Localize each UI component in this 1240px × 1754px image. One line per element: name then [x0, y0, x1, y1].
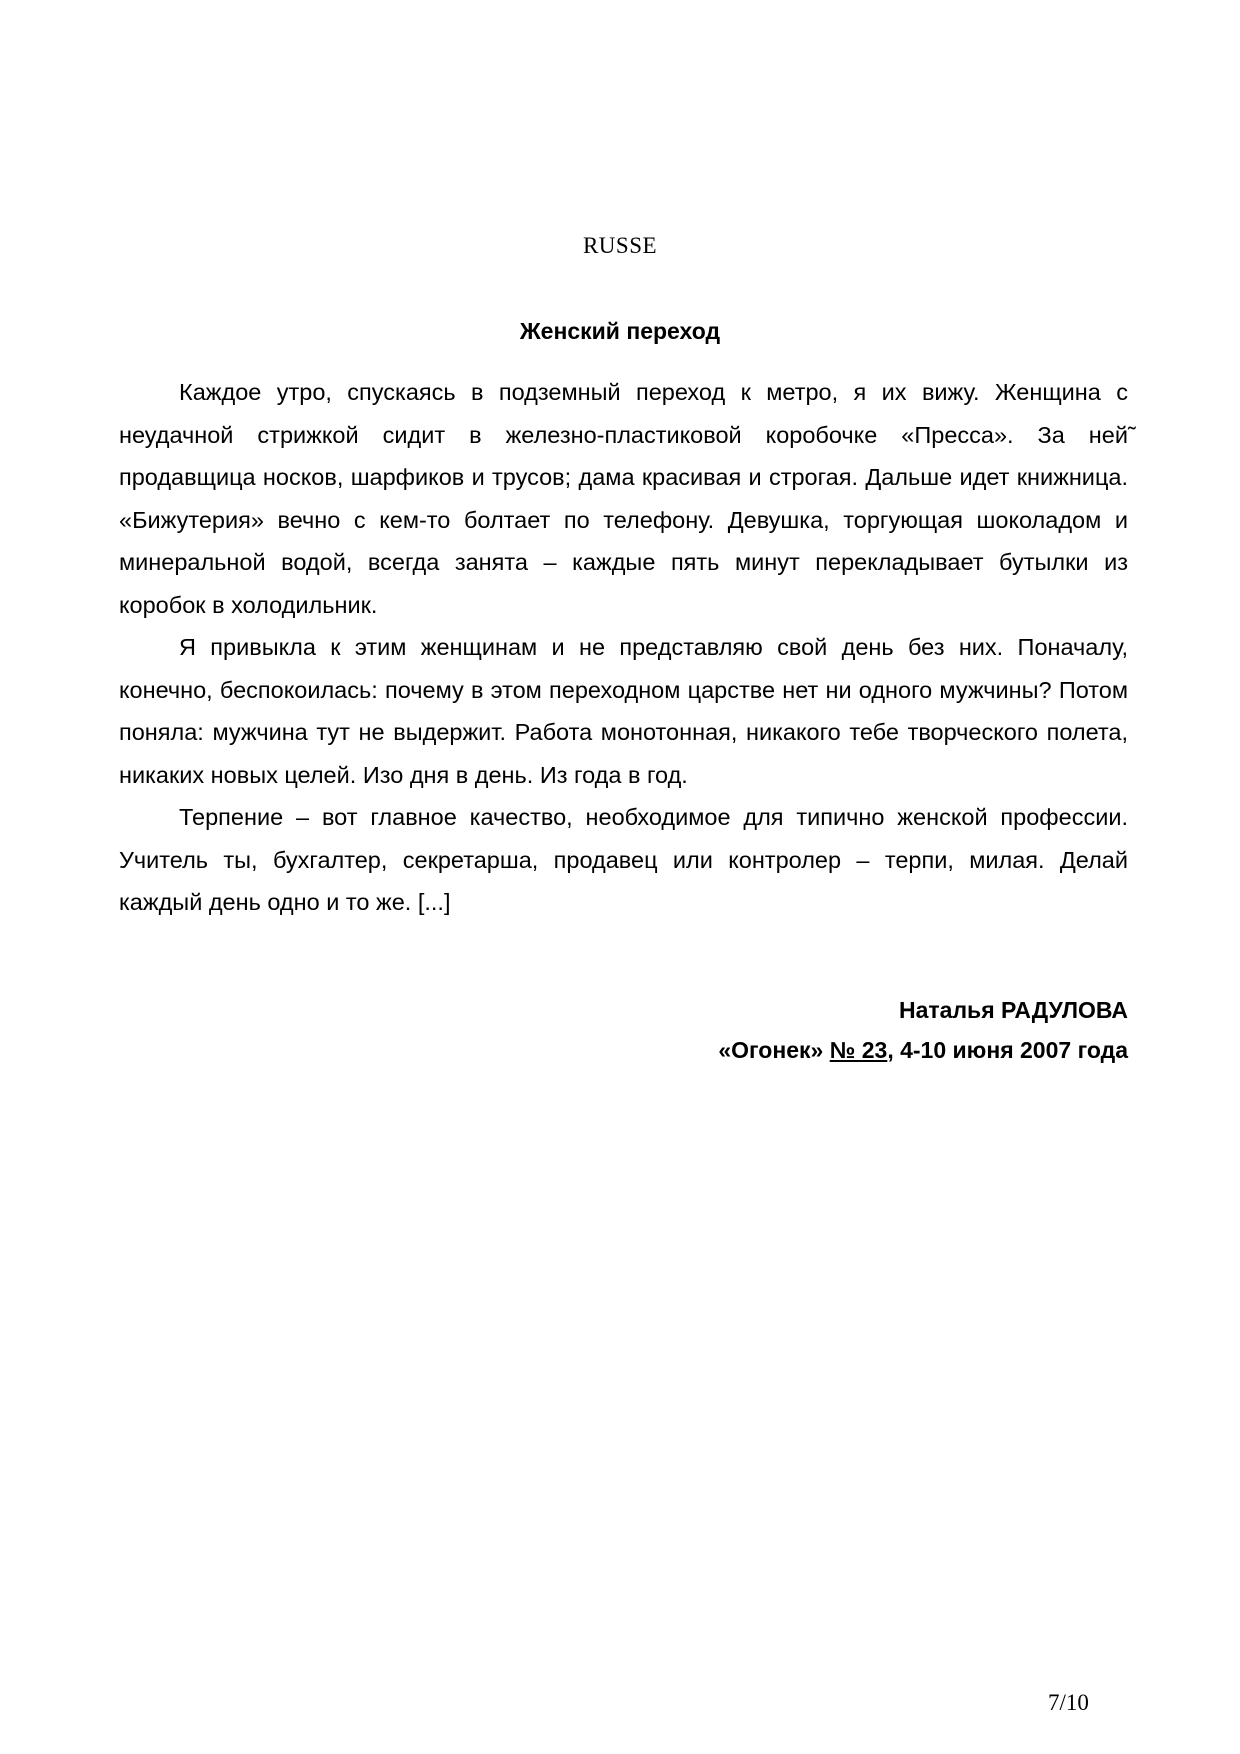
- section-label: RUSSE: [582, 233, 658, 258]
- source-citation: [718, 1030, 1128, 1070]
- article-body: [119, 371, 1128, 924]
- source-prefix: «Огонек»: [718, 1037, 830, 1063]
- paragraph-1: Каждое утро, спускаясь в подземный переход к метро, я их вижу. Женщина с неудачной стрижкой сидит в железно-пластиковой коробочке «Пресса». За ней̃ продавщица носков, шарфиков и трусов; дама красивая и строгая. Дальше идет книжница. «Бижутерия» вечно с кем-то болтает по телефону. Девушка, торгующая шоколадом и минеральной водой, всегда занята – каждые пять минут перекладывает бутылки из коробок в холодильник.: [119, 379, 1128, 618]
- signature-block: [718, 990, 1128, 1070]
- paragraph-3: Терпение – вот главное качество, необходимое для типично женской профессии. Учитель ты, бухгалтер, секретарша, продавец или контролер – терпи, милая. Делай каждый день одно и то же. [...]: [119, 804, 1128, 915]
- source-issue: № 23: [829, 1037, 888, 1063]
- paragraph-2: Я привыкла к этим женщинам и не представляю свой день без них. Поначалу, конечно, беспокоилась: почему в этом переходном царстве нет ни одного мужчины? Потом поняла: мужчина тут не выдержит. Работа монотонная, никакого тебе творческого полета, никаких новых целей. Изо дня в день. Из года в год.: [119, 634, 1128, 788]
- page-number: 7/10: [1048, 1690, 1089, 1715]
- article-title: Женский переход: [519, 318, 721, 344]
- author-name: Наталья РАДУЛОВА: [898, 997, 1128, 1023]
- source-suffix: , 4-10 июня 2007 года: [887, 1037, 1128, 1063]
